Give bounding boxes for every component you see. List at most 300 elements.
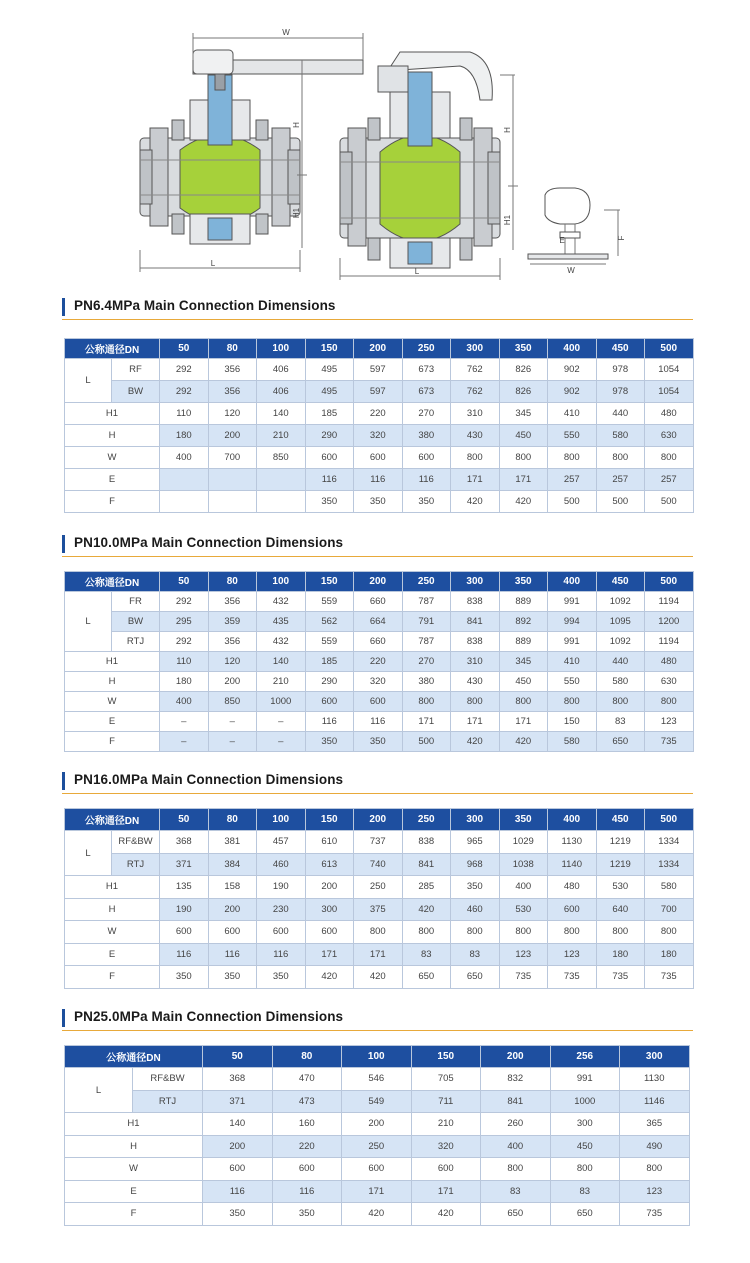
row-label: W — [65, 692, 160, 712]
dim-label-f: F — [617, 235, 626, 241]
table-row — [65, 469, 694, 491]
row-sublabel: RTJ — [112, 632, 160, 652]
cell: 838 — [451, 632, 500, 652]
cell: 800 — [550, 1158, 620, 1181]
cell: – — [208, 732, 257, 752]
row-label: H — [65, 425, 160, 447]
header-dn: 50 — [160, 809, 209, 831]
cell: 116 — [354, 469, 403, 491]
cell: 83 — [481, 1180, 551, 1203]
cell: 200 — [208, 672, 257, 692]
cell: 310 — [451, 652, 500, 672]
cell: 356 — [208, 381, 257, 403]
cell: 787 — [402, 632, 451, 652]
row-sublabel: RF — [112, 359, 160, 381]
cell: – — [208, 712, 257, 732]
cell: 968 — [451, 853, 500, 876]
cell: 220 — [354, 652, 403, 672]
cell: 320 — [354, 425, 403, 447]
cell: 345 — [499, 652, 548, 672]
cell: 257 — [596, 469, 645, 491]
cell: 116 — [354, 712, 403, 732]
row-label: W — [65, 447, 160, 469]
row-label: H1 — [65, 652, 160, 672]
cell: 200 — [208, 898, 257, 921]
row-label: H — [65, 1135, 203, 1158]
cell: 832 — [481, 1068, 551, 1091]
cell: 400 — [160, 692, 209, 712]
cell: 800 — [402, 692, 451, 712]
cell: 350 — [354, 491, 403, 513]
cell: 600 — [305, 692, 354, 712]
cell: 310 — [451, 403, 500, 425]
cell: 1054 — [645, 381, 694, 403]
header-dn: 80 — [208, 809, 257, 831]
table-row — [65, 1090, 690, 1113]
cell: 800 — [499, 447, 548, 469]
table-row — [65, 359, 694, 381]
cell: 838 — [402, 831, 451, 854]
cell: 630 — [645, 672, 694, 692]
cell: 345 — [499, 403, 548, 425]
cell: 350 — [451, 876, 500, 899]
row-label: H1 — [65, 403, 160, 425]
cell: 257 — [548, 469, 597, 491]
cell — [160, 469, 209, 491]
cell: 791 — [402, 612, 451, 632]
cell: 220 — [354, 403, 403, 425]
cell: 116 — [208, 943, 257, 966]
cell — [160, 491, 209, 513]
cell — [208, 491, 257, 513]
cell: 495 — [305, 381, 354, 403]
cell: 420 — [402, 898, 451, 921]
table-row — [65, 966, 694, 989]
cell: 580 — [596, 672, 645, 692]
cell: 420 — [411, 1203, 481, 1226]
table-row — [65, 1203, 690, 1226]
title-marker — [62, 772, 65, 790]
cell: 371 — [203, 1090, 273, 1113]
cell: 356 — [208, 359, 257, 381]
table-header-row — [65, 339, 694, 359]
cell: 480 — [645, 652, 694, 672]
cell: 650 — [451, 966, 500, 989]
table-row — [65, 447, 694, 469]
row-label: E — [65, 712, 160, 732]
cell: 530 — [596, 876, 645, 899]
row-label: H — [65, 898, 160, 921]
cell: 841 — [451, 612, 500, 632]
cell: 740 — [354, 853, 403, 876]
cell: 116 — [160, 943, 209, 966]
cell: 800 — [402, 921, 451, 944]
cell: 600 — [548, 898, 597, 921]
section-title-text: PN10.0MPa Main Connection Dimensions — [74, 535, 344, 550]
cell: 1130 — [548, 831, 597, 854]
table-row — [65, 853, 694, 876]
header-dn: 50 — [160, 572, 209, 592]
cell: 650 — [550, 1203, 620, 1226]
row-sublabel: RF&BW — [133, 1068, 203, 1091]
table-row — [65, 1135, 690, 1158]
dim-label-w-small: W — [567, 266, 575, 275]
dim-label-h-2: H — [503, 127, 512, 133]
section-title — [62, 1005, 693, 1031]
cell: 83 — [550, 1180, 620, 1203]
cell: 185 — [305, 652, 354, 672]
cell: 295 — [160, 612, 209, 632]
cell: 1219 — [596, 853, 645, 876]
cell: 1194 — [645, 592, 694, 612]
row-label: H1 — [65, 876, 160, 899]
cell: 210 — [257, 425, 306, 447]
cell: 500 — [548, 491, 597, 513]
cell: 110 — [160, 652, 209, 672]
header-dn: 250 — [402, 572, 451, 592]
cell: 673 — [402, 359, 451, 381]
section-title — [62, 768, 693, 794]
cell: 460 — [451, 898, 500, 921]
row-label: W — [65, 1158, 203, 1181]
table-row — [65, 831, 694, 854]
cell: 300 — [550, 1113, 620, 1136]
cell: 420 — [451, 732, 500, 752]
cell: 116 — [203, 1180, 273, 1203]
cell: 371 — [160, 853, 209, 876]
cell: 210 — [257, 672, 306, 692]
header-dn: 200 — [354, 809, 403, 831]
header-dn: 400 — [548, 339, 597, 359]
cell: 800 — [481, 1158, 551, 1181]
cell: 660 — [354, 632, 403, 652]
cell — [257, 469, 306, 491]
table-row — [65, 592, 694, 612]
cell: 292 — [160, 632, 209, 652]
header-dn: 200 — [354, 572, 403, 592]
header-dn: 100 — [342, 1046, 412, 1068]
cell: 171 — [411, 1180, 481, 1203]
header-dn: 100 — [257, 339, 306, 359]
cell: 384 — [208, 853, 257, 876]
title-marker — [62, 535, 65, 553]
cell: 559 — [305, 592, 354, 612]
cell: 600 — [160, 921, 209, 944]
dim-label-h: H — [292, 122, 301, 128]
cell: 270 — [402, 652, 451, 672]
row-label: F — [65, 966, 160, 989]
cell: 664 — [354, 612, 403, 632]
title-rule — [62, 793, 693, 794]
cell: 889 — [499, 632, 548, 652]
cell: 257 — [645, 469, 694, 491]
row-label-l: L — [65, 831, 112, 876]
cell: 200 — [342, 1113, 412, 1136]
header-dn-label: 公称通径DN — [65, 572, 160, 592]
cell: 140 — [257, 403, 306, 425]
valve-drawing — [0, 0, 750, 285]
cell: 116 — [272, 1180, 342, 1203]
row-label: E — [65, 469, 160, 491]
cell: 116 — [305, 469, 354, 491]
cell: 116 — [402, 469, 451, 491]
cell: 1092 — [596, 592, 645, 612]
table-row — [65, 612, 694, 632]
header-dn: 350 — [499, 572, 548, 592]
cell: 410 — [548, 403, 597, 425]
cell: 613 — [305, 853, 354, 876]
cell: 711 — [411, 1090, 481, 1113]
cell: 580 — [596, 425, 645, 447]
section-title-text: PN16.0MPa Main Connection Dimensions — [74, 772, 344, 787]
cell: 450 — [499, 425, 548, 447]
cell: 83 — [402, 943, 451, 966]
title-rule — [62, 1030, 693, 1031]
cell: 400 — [481, 1135, 551, 1158]
cell: 270 — [402, 403, 451, 425]
cell: – — [160, 732, 209, 752]
cell: 1200 — [645, 612, 694, 632]
cell: 841 — [402, 853, 451, 876]
cell: 440 — [596, 403, 645, 425]
cell: 430 — [451, 672, 500, 692]
section-pn100 — [62, 531, 693, 747]
cell: 600 — [305, 921, 354, 944]
cell: 380 — [402, 672, 451, 692]
cell: 1000 — [550, 1090, 620, 1113]
cell: 450 — [499, 672, 548, 692]
cell: 123 — [645, 712, 694, 732]
cell: 600 — [354, 447, 403, 469]
cell: 180 — [596, 943, 645, 966]
table-row — [65, 898, 694, 921]
cell: 800 — [354, 921, 403, 944]
section-pn160 — [62, 768, 693, 983]
cell: 1000 — [257, 692, 306, 712]
cell: 123 — [548, 943, 597, 966]
cell: 1038 — [499, 853, 548, 876]
cell: 473 — [272, 1090, 342, 1113]
cell: 350 — [257, 966, 306, 989]
cell: 735 — [620, 1203, 690, 1226]
header-dn: 256 — [550, 1046, 620, 1068]
cell: 400 — [499, 876, 548, 899]
cell: 365 — [620, 1113, 690, 1136]
cell: 180 — [160, 672, 209, 692]
cell: 705 — [411, 1068, 481, 1091]
cell: 359 — [208, 612, 257, 632]
dimension-table — [64, 1045, 690, 1226]
cell: 185 — [305, 403, 354, 425]
cell: 180 — [645, 943, 694, 966]
cell: 549 — [342, 1090, 412, 1113]
cell: 375 — [354, 898, 403, 921]
cell: 200 — [203, 1135, 273, 1158]
header-dn: 300 — [451, 809, 500, 831]
header-dn: 100 — [257, 809, 306, 831]
cell: 787 — [402, 592, 451, 612]
cell: 210 — [411, 1113, 481, 1136]
cell: 350 — [203, 1203, 273, 1226]
cell: 140 — [203, 1113, 273, 1136]
row-label-l: L — [65, 359, 112, 403]
header-dn: 350 — [499, 809, 548, 831]
header-dn: 300 — [451, 339, 500, 359]
row-label-l: L — [65, 1068, 133, 1113]
cell: 660 — [354, 592, 403, 612]
cell: 1054 — [645, 359, 694, 381]
cell: 1092 — [596, 632, 645, 652]
cell: 800 — [499, 692, 548, 712]
cell: 800 — [548, 692, 597, 712]
row-sublabel: FR — [112, 592, 160, 612]
cell: 500 — [402, 732, 451, 752]
header-dn: 50 — [160, 339, 209, 359]
row-sublabel: BW — [112, 612, 160, 632]
cell: 800 — [596, 447, 645, 469]
cell: 735 — [645, 966, 694, 989]
cell: 292 — [160, 592, 209, 612]
cell: 350 — [272, 1203, 342, 1226]
cell: 230 — [257, 898, 306, 921]
cell: 650 — [402, 966, 451, 989]
dim-label-l-2: L — [414, 267, 420, 276]
header-dn: 80 — [208, 339, 257, 359]
header-dn: 500 — [645, 339, 694, 359]
cell: 800 — [645, 921, 694, 944]
table-row — [65, 1068, 690, 1091]
header-dn: 450 — [596, 339, 645, 359]
cell: 120 — [208, 652, 257, 672]
cell: 356 — [208, 592, 257, 612]
table-header-row — [65, 572, 694, 592]
header-dn: 150 — [305, 339, 354, 359]
cell: 600 — [203, 1158, 273, 1181]
cell: 600 — [305, 447, 354, 469]
cell: 737 — [354, 831, 403, 854]
cell: 490 — [620, 1135, 690, 1158]
cell: 500 — [596, 491, 645, 513]
header-dn: 80 — [208, 572, 257, 592]
row-label: F — [65, 491, 160, 513]
cell: 116 — [257, 943, 306, 966]
table-row — [65, 403, 694, 425]
cell: 600 — [208, 921, 257, 944]
cell: 1219 — [596, 831, 645, 854]
header-dn: 200 — [354, 339, 403, 359]
table-row — [65, 1158, 690, 1181]
cell: 290 — [305, 425, 354, 447]
row-sublabel: RTJ — [133, 1090, 203, 1113]
cell: 250 — [354, 876, 403, 899]
cell: 116 — [305, 712, 354, 732]
dim-label-w: W — [282, 28, 290, 37]
cell: 200 — [305, 876, 354, 899]
cell: 200 — [208, 425, 257, 447]
cell: 994 — [548, 612, 597, 632]
header-dn: 100 — [257, 572, 306, 592]
cell: 260 — [481, 1113, 551, 1136]
cell: 650 — [596, 732, 645, 752]
cell: 123 — [499, 943, 548, 966]
cell: 420 — [499, 732, 548, 752]
header-dn: 500 — [645, 572, 694, 592]
cell: 381 — [208, 831, 257, 854]
row-sublabel: RF&BW — [112, 831, 160, 854]
cell: 673 — [402, 381, 451, 403]
cell: 420 — [305, 966, 354, 989]
cell: 826 — [499, 359, 548, 381]
cell: 430 — [451, 425, 500, 447]
cell: 350 — [208, 966, 257, 989]
cell: 1146 — [620, 1090, 690, 1113]
cell: 991 — [550, 1068, 620, 1091]
cell: 610 — [305, 831, 354, 854]
cell: 530 — [499, 898, 548, 921]
cell: 630 — [645, 425, 694, 447]
cell: 457 — [257, 831, 306, 854]
cell: 135 — [160, 876, 209, 899]
cell: 83 — [596, 712, 645, 732]
dim-label-h1: H1 — [292, 207, 301, 219]
cell: 171 — [354, 943, 403, 966]
header-dn: 400 — [548, 809, 597, 831]
cell: 180 — [160, 425, 209, 447]
cell: 600 — [402, 447, 451, 469]
header-dn-label: 公称通径DN — [65, 1046, 203, 1068]
cell: 171 — [305, 943, 354, 966]
header-dn: 300 — [451, 572, 500, 592]
header-dn: 350 — [499, 339, 548, 359]
cell: 171 — [499, 712, 548, 732]
header-dn: 400 — [548, 572, 597, 592]
header-dn: 50 — [203, 1046, 273, 1068]
row-label: H1 — [65, 1113, 203, 1136]
cell: 991 — [548, 632, 597, 652]
cell: 1140 — [548, 853, 597, 876]
title-rule — [62, 319, 693, 320]
section-title — [62, 294, 693, 320]
cell: 1334 — [645, 853, 694, 876]
cell: 700 — [208, 447, 257, 469]
cell: 735 — [645, 732, 694, 752]
cell: 350 — [354, 732, 403, 752]
cell: 350 — [160, 966, 209, 989]
cell: 800 — [451, 692, 500, 712]
cell: 190 — [257, 876, 306, 899]
cell: 420 — [451, 491, 500, 513]
cell: 171 — [342, 1180, 412, 1203]
cell: 850 — [257, 447, 306, 469]
cell: 562 — [305, 612, 354, 632]
cell: – — [257, 712, 306, 732]
cell: 190 — [160, 898, 209, 921]
section-pn250 — [62, 1005, 693, 1220]
section-title-text: PN6.4MPa Main Connection Dimensions — [74, 298, 336, 313]
cell: 800 — [451, 921, 500, 944]
cell: 160 — [272, 1113, 342, 1136]
cell: 600 — [272, 1158, 342, 1181]
header-dn: 200 — [481, 1046, 551, 1068]
header-dn: 500 — [645, 809, 694, 831]
cell: 350 — [305, 732, 354, 752]
cell: 800 — [596, 921, 645, 944]
header-dn: 150 — [305, 572, 354, 592]
cell: 600 — [342, 1158, 412, 1181]
cell: 500 — [645, 491, 694, 513]
cell — [257, 491, 306, 513]
header-dn-label: 公称通径DN — [65, 809, 160, 831]
